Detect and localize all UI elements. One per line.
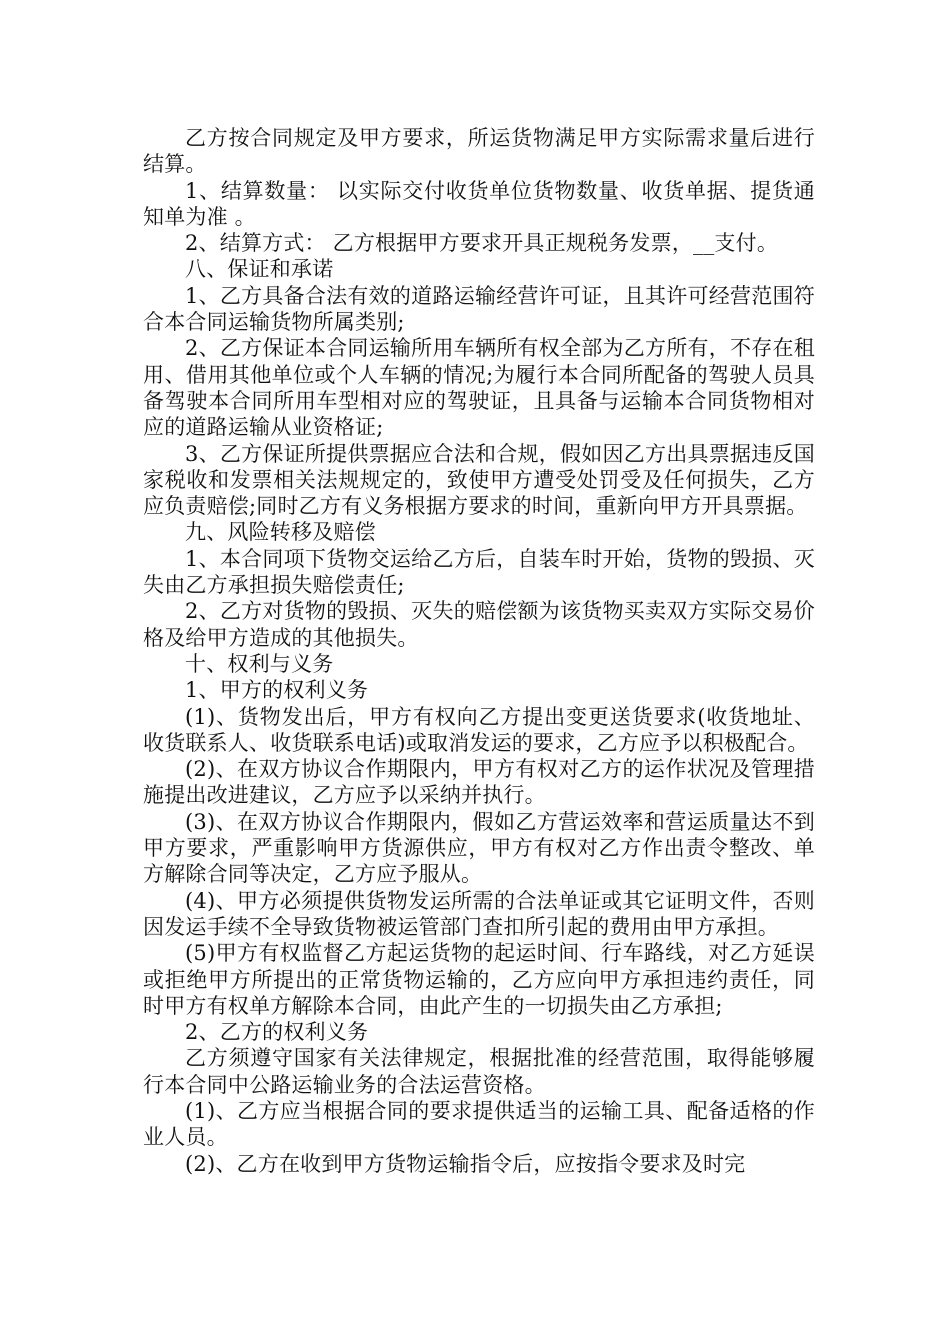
paragraph-guarantee-1: 1、乙方具备合法有效的道路运输经营许可证，且其许可经营范围符合本合同运输货物所属类别; [143, 283, 815, 335]
paragraph-settlement-quantity: 1、结算数量： 以实际交付收货单位货物数量、收货单据、提货通知单为准 。 [143, 178, 815, 229]
paragraph-party-a-2: (2)、在双方协议合作期限内，甲方有权对乙方的运作状况及管理措施提出改进建议，乙方应予以采纳并执行。 [143, 757, 815, 808]
paragraph-party-a-3: (3)、在双方协议合作期限内，假如乙方营运效率和营运质量达不到甲方要求，严重影响甲方货源供应，甲方有权对乙方作出责令整改、单方解除合同等决定，乙方应予服从。 [143, 809, 815, 887]
paragraph-guarantee-2: 2、乙方保证本合同运输所用车辆所有权全部为乙方所有，不存在租用、借用其他单位或个人车辆的情况;为履行本合同所配备的驾驶人员具备驾驶本合同所用车型相对应的驾驶证，且具备与运输本合同货物相对应的道路运输从业资格证; [143, 336, 815, 440]
paragraph-settlement-intro: 乙方按合同规定及甲方要求，所运货物满足甲方实际需求量后进行结算。 [143, 126, 815, 177]
paragraph-risk-1: 1、本合同项下货物交运给乙方后，自装车时开始，货物的毁损、灭失由乙方承担损失赔偿责任; [143, 546, 815, 598]
paragraph-party-a-1: (1)、货物发出后，甲方有权向乙方提出变更送货要求(收货地址、收货联系人、收货联系电话)或取消发运的要求，乙方应予以积极配合。 [143, 704, 815, 755]
paragraph-guarantee-3: 3、乙方保证所提供票据应合法和合规，假如因乙方出具票据违反国家税收和发票相关法规规定的，致使甲方遭受处罚受及任何损失，乙方应负责赔偿;同时乙方有义务根据方要求的时间，重新向甲方开具票据。 [143, 441, 815, 519]
subsection-heading-party-b: 2、乙方的权利义务 [185, 1020, 369, 1045]
paragraph-party-b-1: (1)、乙方应当根据合同的要求提供适当的运输工具、配备适格的作业人员。 [143, 1098, 815, 1150]
section-heading-risk: 九、风险转移及赔偿 [185, 520, 376, 545]
section-heading-guarantee: 八、保证和承诺 [185, 257, 334, 282]
paragraph-settlement-method: 2、结算方式： 乙方根据甲方要求开具正规税务发票，__支付。 [185, 231, 779, 256]
section-heading-rights: 十、权利与义务 [185, 651, 334, 676]
paragraph-party-a-5: (5)甲方有权监督乙方起运货物的起运时间、行车路线，对乙方延误或拒绝甲方所提出的正常货物运输的，乙方应向甲方承担违约责任，同时甲方有权单方解除本合同，由此产生的一切损失由乙方承担; [143, 941, 815, 1018]
paragraph-risk-2: 2、乙方对货物的毁损、灭失的赔偿额为该货物买卖双方实际交易价格及给甲方造成的其他损失。 [143, 599, 815, 650]
paragraph-party-b-2: (2)、乙方在收到甲方货物运输指令后，应按指令要求及时完 [185, 1151, 746, 1176]
paragraph-party-a-4: (4)、甲方必须提供货物发运所需的合法单证或其它证明文件，否则因发运手续不全导致货物被运管部门查扣所引起的费用由甲方承担。 [143, 888, 815, 939]
document-body [143, 125, 815, 1177]
paragraph-party-b-intro: 乙方须遵守国家有关法律规定，根据批准的经营范围，取得能够履行本合同中公路运输业务的合法运营资格。 [143, 1046, 815, 1097]
subsection-heading-party-a: 1、甲方的权利义务 [185, 678, 369, 703]
